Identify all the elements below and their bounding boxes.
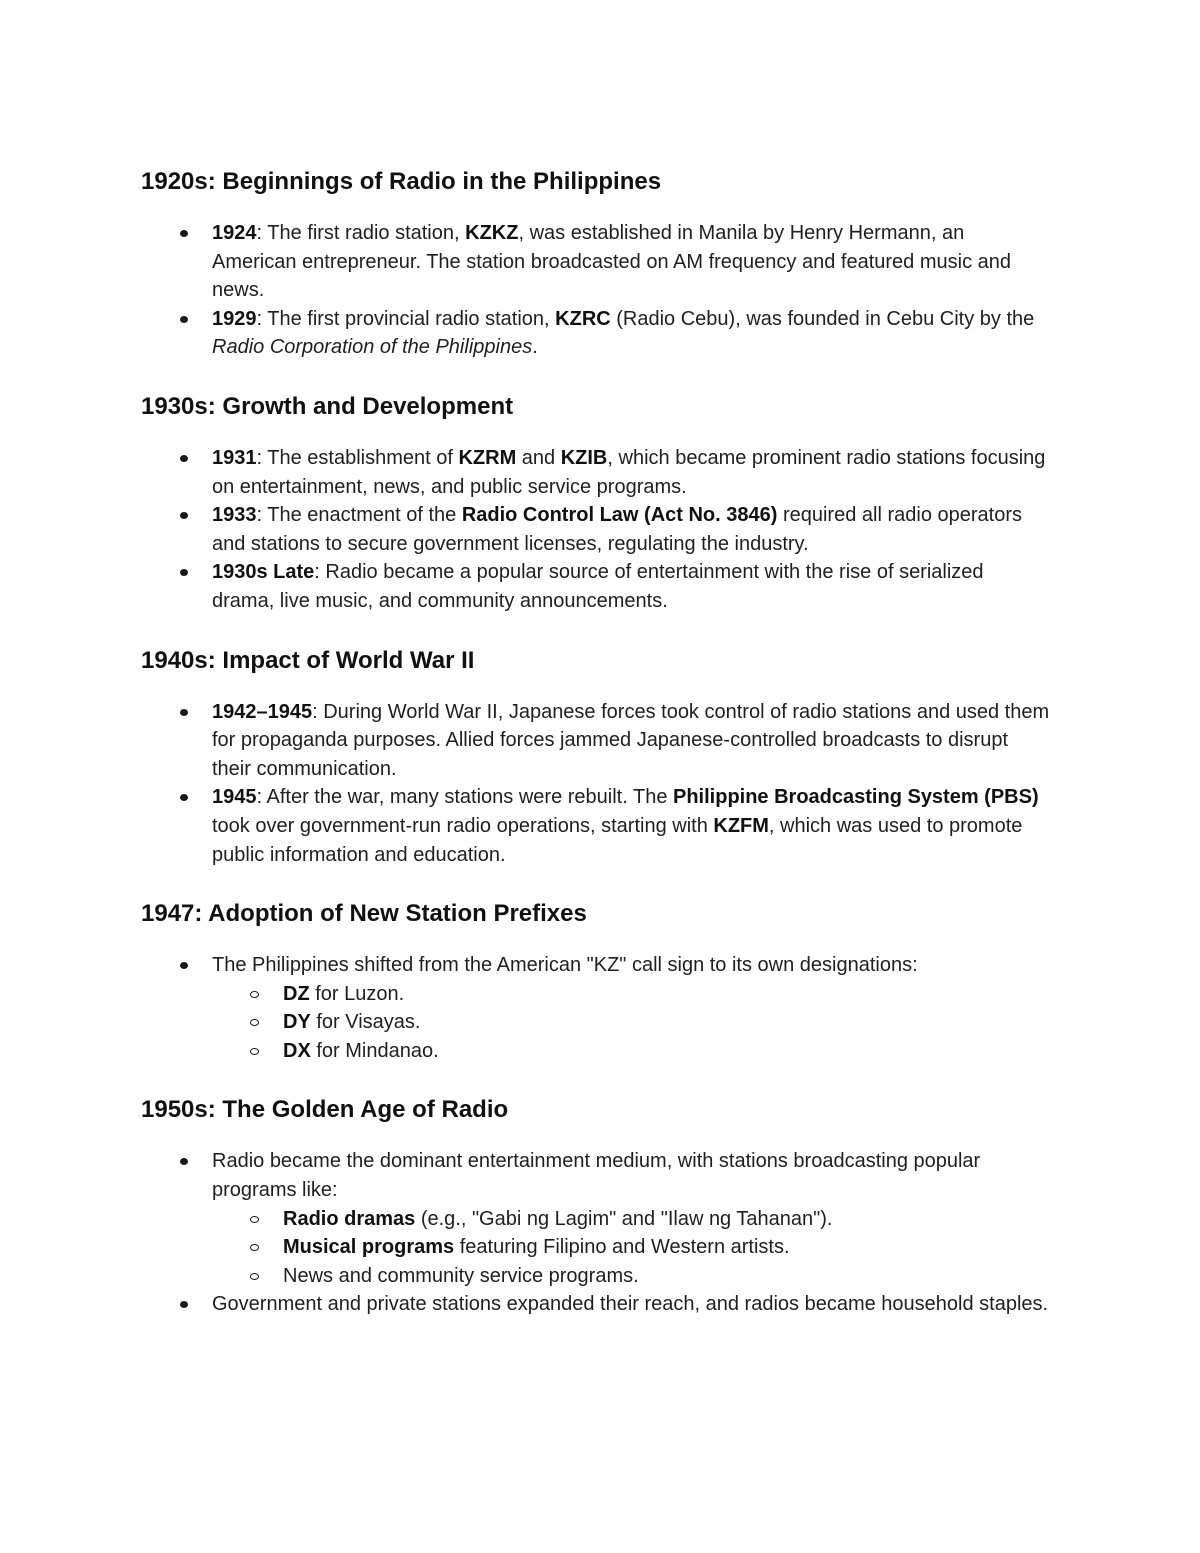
item-text: : Radio became a popular source of entertainment with the rise of serialized drama, live music, and community announcements. [212,561,984,612]
program-type-label: Musical programs [283,1236,455,1259]
item-text: and [516,446,561,469]
bullet-icon [180,709,188,716]
year-label: 1924 [212,222,257,244]
bullet-icon [180,569,188,576]
list-item [141,501,1051,558]
list-item [141,783,1051,869]
year-label: 1930s Late [212,561,315,584]
item-text: : The first radio station, [256,222,466,244]
item-text: News and community service programs. [283,1264,639,1287]
sub-list [212,980,1051,1066]
item-text: : The first provincial radio station, [256,307,556,330]
organization-name: Philippine Broadcasting System (PBS) [673,786,1039,809]
item-text: for Visayas. [310,1011,421,1034]
item-text: for Mindanao. [310,1039,439,1062]
hollow-bullet-icon [250,1216,259,1223]
bullet-list [141,219,1051,362]
bullet-icon [180,1158,188,1165]
list-item [141,1290,1051,1319]
list-item [141,698,1051,784]
sub-list-item [141,1037,1051,1066]
section-heading: 1947: Adoption of New Station Prefixes [141,900,587,928]
section-1940s [141,645,1051,870]
item-text: : After the war, many stations were rebuilt. The [256,786,673,809]
section-1947 [141,898,1051,1065]
bullet-icon [180,962,188,969]
item-text: for Luzon. [309,982,405,1005]
year-label: 1942–1945 [212,700,313,723]
item-text: (Radio Cebu), was founded in Cebu City by the [610,307,1035,330]
item-text: Radio became the dominant entertainment medium, with stations broadcasting popular programs like: [212,1150,981,1202]
year-label: 1945 [212,786,257,809]
section-heading: 1940s: Impact of World War II [141,646,475,674]
section-1920s [141,166,1051,362]
program-type-label: Radio dramas [283,1207,416,1230]
document-page [141,166,1051,1348]
item-text: : During World War II, Japanese forces took control of radio stations and used them for propaganda purposes. Allied forces jammed Japanese-controlled broadcasts to disrupt their communication. [212,700,1050,780]
item-text: , was established in Manila by Henry Hermann, an American entrepreneur. The station broadcasted on AM frequency and featured music and news. [212,222,1012,302]
bullet-icon [180,455,188,462]
hollow-bullet-icon [250,1048,259,1055]
item-text: The Philippines shifted from the American "KZ" call sign to its own designations: [212,954,918,977]
station-label: KZKZ [465,222,519,244]
list-item [141,951,1051,1065]
list-item [141,1147,1051,1290]
law-name: Radio Control Law (Act No. 3846) [461,504,778,527]
item-text: , which became prominent radio stations focusing on entertainment, news, and public service programs. [212,446,1046,498]
section-heading: 1930s: Growth and Development [141,392,514,420]
sub-list-item [141,1008,1051,1037]
item-text: , which was used to promote public information and education. [212,814,1023,866]
section-heading: 1920s: Beginnings of Radio in the Philippines [141,168,662,195]
hollow-bullet-icon [250,1273,259,1280]
item-text: Government and private stations expanded their reach, and radios became household staples. [212,1293,1049,1316]
sub-list-item [141,980,1051,1009]
item-text: took over government-run radio operations, starting with [212,814,714,837]
bullet-list [141,1147,1051,1319]
bullet-icon [180,512,188,519]
station-label: KZRM [458,446,517,469]
sub-list [212,1205,1051,1291]
bullet-list [141,951,1051,1065]
bullet-icon [180,1301,188,1308]
list-item [141,558,1051,615]
section-heading: 1950s: The Golden Age of Radio [141,1096,509,1124]
station-label: KZIB [560,446,608,469]
list-item [141,305,1051,362]
bullet-icon [180,316,188,323]
sub-list-item [141,1205,1051,1234]
station-label: KZFM [713,814,769,837]
bullet-icon [180,230,188,237]
bullet-list [141,444,1051,616]
prefix-label: DX [283,1039,311,1062]
sub-list-item [141,1262,1051,1291]
list-item [141,219,1051,305]
hollow-bullet-icon [250,991,259,998]
item-text: : The enactment of the [256,504,462,527]
bullet-icon [180,794,188,801]
sub-list-item [141,1233,1051,1262]
item-text: (e.g., "Gabi ng Lagim" and "Ilaw ng Tahanan"). [415,1207,833,1230]
section-1930s [141,391,1051,616]
station-label: KZRC [555,307,611,330]
item-text: required all radio operators and stations to secure government licenses, regulating the industry. [212,504,1022,555]
section-1950s [141,1094,1051,1319]
year-label: 1929 [212,307,257,330]
prefix-label: DZ [283,982,310,1005]
item-text: : The establishment of [256,446,459,469]
organization-name: Radio Corporation of the Philippines [212,336,533,359]
year-label: 1933 [212,504,257,527]
bullet-list [141,698,1051,870]
list-item [141,444,1051,501]
prefix-label: DY [283,1011,311,1034]
item-text: . [532,336,538,359]
item-text: featuring Filipino and Western artists. [454,1236,790,1259]
year-label: 1931 [212,446,257,469]
